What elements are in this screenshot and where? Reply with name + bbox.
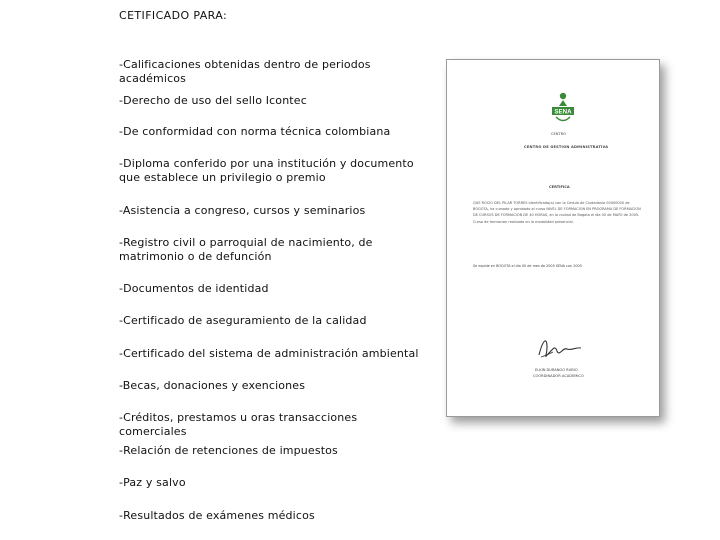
list-item: -Becas, donaciones y exenciones (119, 379, 306, 392)
list-item: -Certificado de aseguramiento de la calidad (119, 314, 367, 327)
cert-line-3: CERTIFICA (549, 185, 570, 189)
signer-title: COORDINADOR ACADEMICO (533, 374, 584, 378)
list-item: -Diploma conferido por una institución y documento que establece un privilegio o premio (119, 157, 414, 184)
cert-line-5: Se expide en BOGOTA el dia 00 de mes de 2005 SENA con 2005 (473, 264, 582, 268)
list-item: -Relación de retenciones de impuestos (119, 444, 338, 457)
certificate-heading: CETIFICADO PARA: (119, 9, 228, 22)
list-item: -Calificaciones obtenidas dentro de periodos académicos (119, 58, 371, 85)
cert-body-text: QUE ROCIO DEL PILAR TORRES identificado(a) con la Cedula de Ciudadania 00000000 de BOGOTA, ha cursado y aprobado el curso NIVEL DE FORMACION EN PROGRAMA DE FORMACION DE CURSOS DE FORMACION DE 40 HORAS, en la ciudad de Bogota el dia 00 de MAYO de 2005. Curso de formacion realizado en la modalidad presencial. (473, 201, 641, 224)
list-item: -Créditos, prestamos u oras transacciones comerciales (119, 411, 358, 438)
cert-line-1: CENTRO (551, 132, 566, 136)
list-item: -Asistencia a congreso, cursos y seminarios (119, 204, 366, 217)
list-item: -Paz y salvo (119, 476, 186, 489)
certificate-image (446, 59, 660, 417)
signature-icon (535, 335, 583, 363)
list-item: -Resultados de exámenes médicos (119, 509, 315, 522)
cert-line-2: CENTRO DE GESTION ADMINISTRATIVA (524, 145, 609, 149)
list-item: -Registro civil o parroquial de nacimiento, de matrimonio o de defunción (119, 236, 373, 263)
signer-name: ELKIN DURANGO RUBIO (535, 368, 578, 372)
list-item: -Certificado del sistema de administración ambiental (119, 347, 419, 360)
sena-logo-icon (550, 91, 576, 125)
logo-text: SENA (554, 108, 572, 116)
list-item: -Derecho de uso del sello Icontec (119, 94, 307, 107)
list-item: -De conformidad con norma técnica colombiana (119, 125, 391, 138)
list-item: -Documentos de identidad (119, 282, 269, 295)
